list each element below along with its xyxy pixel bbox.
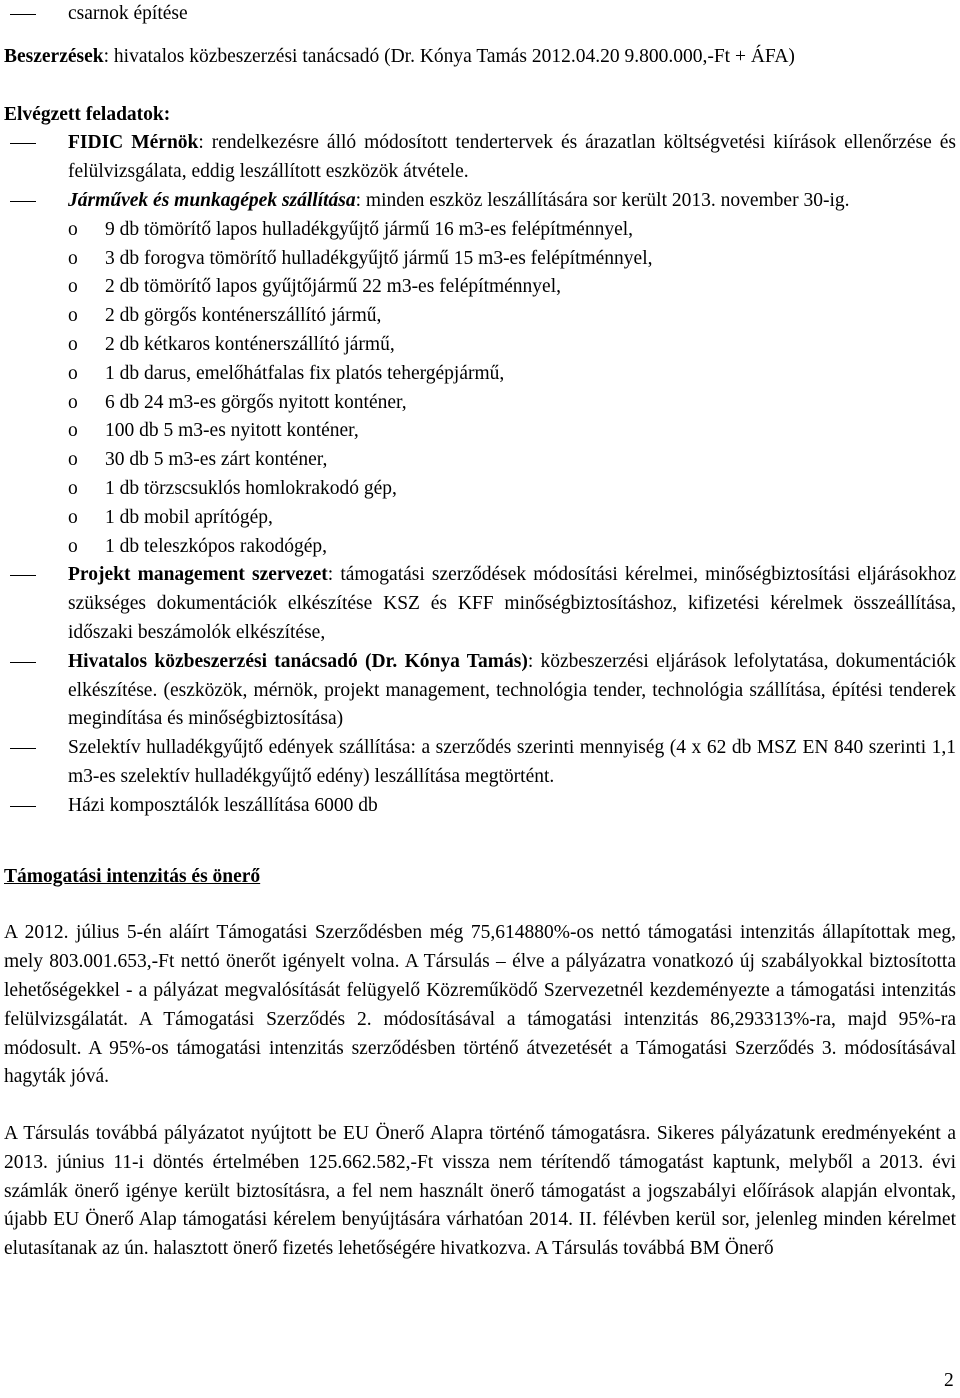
sublist-item — [4, 302, 956, 331]
sublist-item-text: 30 db 5 m3-es zárt konténer, — [105, 449, 328, 471]
sublist-item — [4, 360, 956, 389]
sublist-item-text: 2 db kétkaros konténerszállító jármű, — [105, 333, 395, 355]
sublist-item — [4, 504, 956, 533]
list-item-csarnok — [4, 0, 956, 29]
sub-bullet: o — [68, 420, 78, 442]
beszerzesek-label: Beszerzések — [4, 45, 104, 67]
vehicle-sublist — [4, 216, 956, 562]
list-item-text: : minden eszköz leszállítására sor került 2013. november 30-ig. — [355, 189, 850, 211]
sublist-item-text: 100 db 5 m3-es nyitott konténer, — [105, 420, 359, 442]
list-item-kozbeszerzes — [4, 648, 956, 734]
page-number: 2 — [944, 1370, 954, 1391]
sublist-item-text: 1 db mobil aprítógép, — [105, 506, 273, 528]
sublist-item — [4, 446, 956, 475]
beszerzesek-paragraph — [4, 43, 956, 72]
sub-bullet: o — [68, 305, 78, 327]
dash-bullet — [10, 575, 36, 576]
dash-bullet — [10, 748, 36, 749]
sub-bullet: o — [68, 218, 78, 240]
dash-bullet — [10, 14, 36, 15]
sublist-item — [4, 273, 956, 302]
sub-bullet: o — [68, 535, 78, 557]
list-item-text: csarnok építése — [68, 3, 188, 24]
sub-bullet: o — [68, 477, 78, 499]
list-item-label: Járművek és munkagépek szállítása — [68, 189, 356, 211]
document-body — [4, 0, 956, 1264]
sublist-item-text: 6 db 24 m3-es görgős nyitott konténer, — [105, 391, 407, 413]
list-item-szelektiv — [4, 734, 956, 792]
sub-bullet: o — [68, 506, 78, 528]
list-item-text: : közbeszerzési eljárások lefolytatása, dokumentációk elkészítése. (eszközök, mérnök, projekt management, technológia tender, technológia szállítása, építési tenderek megindítása és minőségbiztosítása) — [68, 650, 956, 730]
dash-bullet — [10, 201, 36, 202]
elvegzett-heading — [4, 101, 956, 130]
elvegzett-heading-text: Elvégzett feladatok: — [4, 103, 171, 125]
sub-bullet: o — [68, 333, 78, 355]
sublist-item — [4, 216, 956, 245]
sub-bullet: o — [68, 449, 78, 471]
sub-bullet: o — [68, 276, 78, 298]
sub-bullet: o — [68, 391, 78, 413]
sublist-item-text: 2 db görgős konténerszállító jármű, — [105, 305, 382, 327]
sub-bullet: o — [68, 247, 78, 269]
list-item-label: FIDIC Mérnök — [68, 132, 199, 154]
list-item-text: Házi komposztálók leszállítása 6000 db — [68, 794, 378, 816]
sublist-item — [4, 533, 956, 562]
sublist-item-text: 3 db forogva tömörítő hulladékgyűjtő jármű 15 m3-es felépítménnyel, — [105, 247, 653, 269]
sublist-item — [4, 417, 956, 446]
sublist-item-text: 2 db tömörítő lapos gyűjtőjármű 22 m3-es felépítménnyel, — [105, 276, 562, 298]
beszerzesek-text: : hivatalos közbeszerzési tanácsadó (Dr. Kónya Tamás 2012.04.20 9.800.000,-Ft + ÁFA) — [103, 45, 795, 67]
list-item-fidic — [4, 129, 956, 187]
list-item-label: Projekt management szervezet — [68, 564, 328, 586]
sub-bullet: o — [68, 362, 78, 384]
sublist-item-text: 1 db darus, emelőhátfalas fix platós tehergépjármű, — [105, 362, 505, 384]
sublist-item-text: 1 db törzscsuklós homlokrakodó gép, — [105, 477, 397, 499]
list-item-projekt — [4, 561, 956, 647]
dash-bullet — [10, 806, 36, 807]
list-item-label: Hivatalos közbeszerzési tanácsadó (Dr. Kónya Tamás) — [68, 650, 528, 672]
list-item-komposzt — [4, 792, 956, 821]
sublist-item — [4, 331, 956, 360]
sublist-item — [4, 475, 956, 504]
list-item-text: : támogatási szerződések módosítási kérelmei, minőségbiztosítási eljárásokhoz szükséges dokumentációk elkészítése KSZ és KFF minőségbiztosításhoz, kifizetési kérelmek összeállítása, időszaki beszámolók elkészítése, — [68, 564, 957, 643]
dash-bullet — [10, 662, 36, 663]
list-item-text: Szelektív hulladékgyűjtő edények szállítása: a szerződés szerinti mennyiség (4 x 62 db MSZ EN 840 szerinti 1,1 m3-es szelektív hulladékgyűjtő edény) leszállítása megtörtént. — [68, 737, 956, 787]
dash-bullet — [10, 143, 36, 144]
sublist-item — [4, 389, 956, 418]
sublist-item-text: 9 db tömörítő lapos hulladékgyűjtő jármű 16 m3-es felépítménnyel, — [105, 218, 634, 240]
list-item-jarmuvek — [4, 187, 956, 216]
tamogatasi-paragraph-2: A Társulás továbbá pályázatot nyújtott be EU Önerő Alapra történő támogatásra. Sikeres pályázatunk eredményeként a 2013. június 11-i döntés értelmében 125.662.582,-Ft vissza nem térítendő támogatást kaptunk, melyből a 2013. évi számlák önerő igénye került biztosításra, a fel nem használt önerő támogatást a jogszabályi előírások alapján elvontak, újabb EU Önerő Alap támogatási kérelem benyújtására várhatóan 2014. II. félévben kerül sor, jelenleg minden kérelmet elutasítanak az ún. halasztott önerő fizetés lehetőségére hivatkozva. A Társulás továbbá BM Önerő — [4, 1123, 956, 1260]
list-item-text: : rendelkezésre álló módosított tendertervek és árazatlan költségvetési kiírások ellenőrzése és felülvizsgálata, eddig leszállított eszközök átvétele. — [68, 132, 956, 183]
sublist-item-text: 1 db teleszkópos rakodógép, — [105, 535, 328, 557]
tamogatasi-paragraph-1: A 2012. július 5-én aláírt Támogatási Szerződésben még 75,614880%-os nettó támogatási intenzitás állapítottak meg, mely 803.001.653,-Ft nettó önerőt igényelt volna. A Társulás – élve a pályázatra vonatkozó új szabályokkal biztosította lehetőségekkel - a pályázat megvalósítását felügyelő Közreműködő Szervezetnél kezdeményezte a támogatási intenzitás felülvizsgálatát. A Támogatási Szerződés 2. módosításával a támogatási intenzitás 86,293313%-ra, majd 95%-ra módosult. A 95%-os támogatási intenzitás szerződésben történő átvezetését a Támogatási Szerződés 3. módosításával hagyták jóvá. — [4, 922, 956, 1088]
tamogatasi-heading: Támogatási intenzitás és önerő — [4, 865, 261, 887]
sublist-item — [4, 245, 956, 274]
